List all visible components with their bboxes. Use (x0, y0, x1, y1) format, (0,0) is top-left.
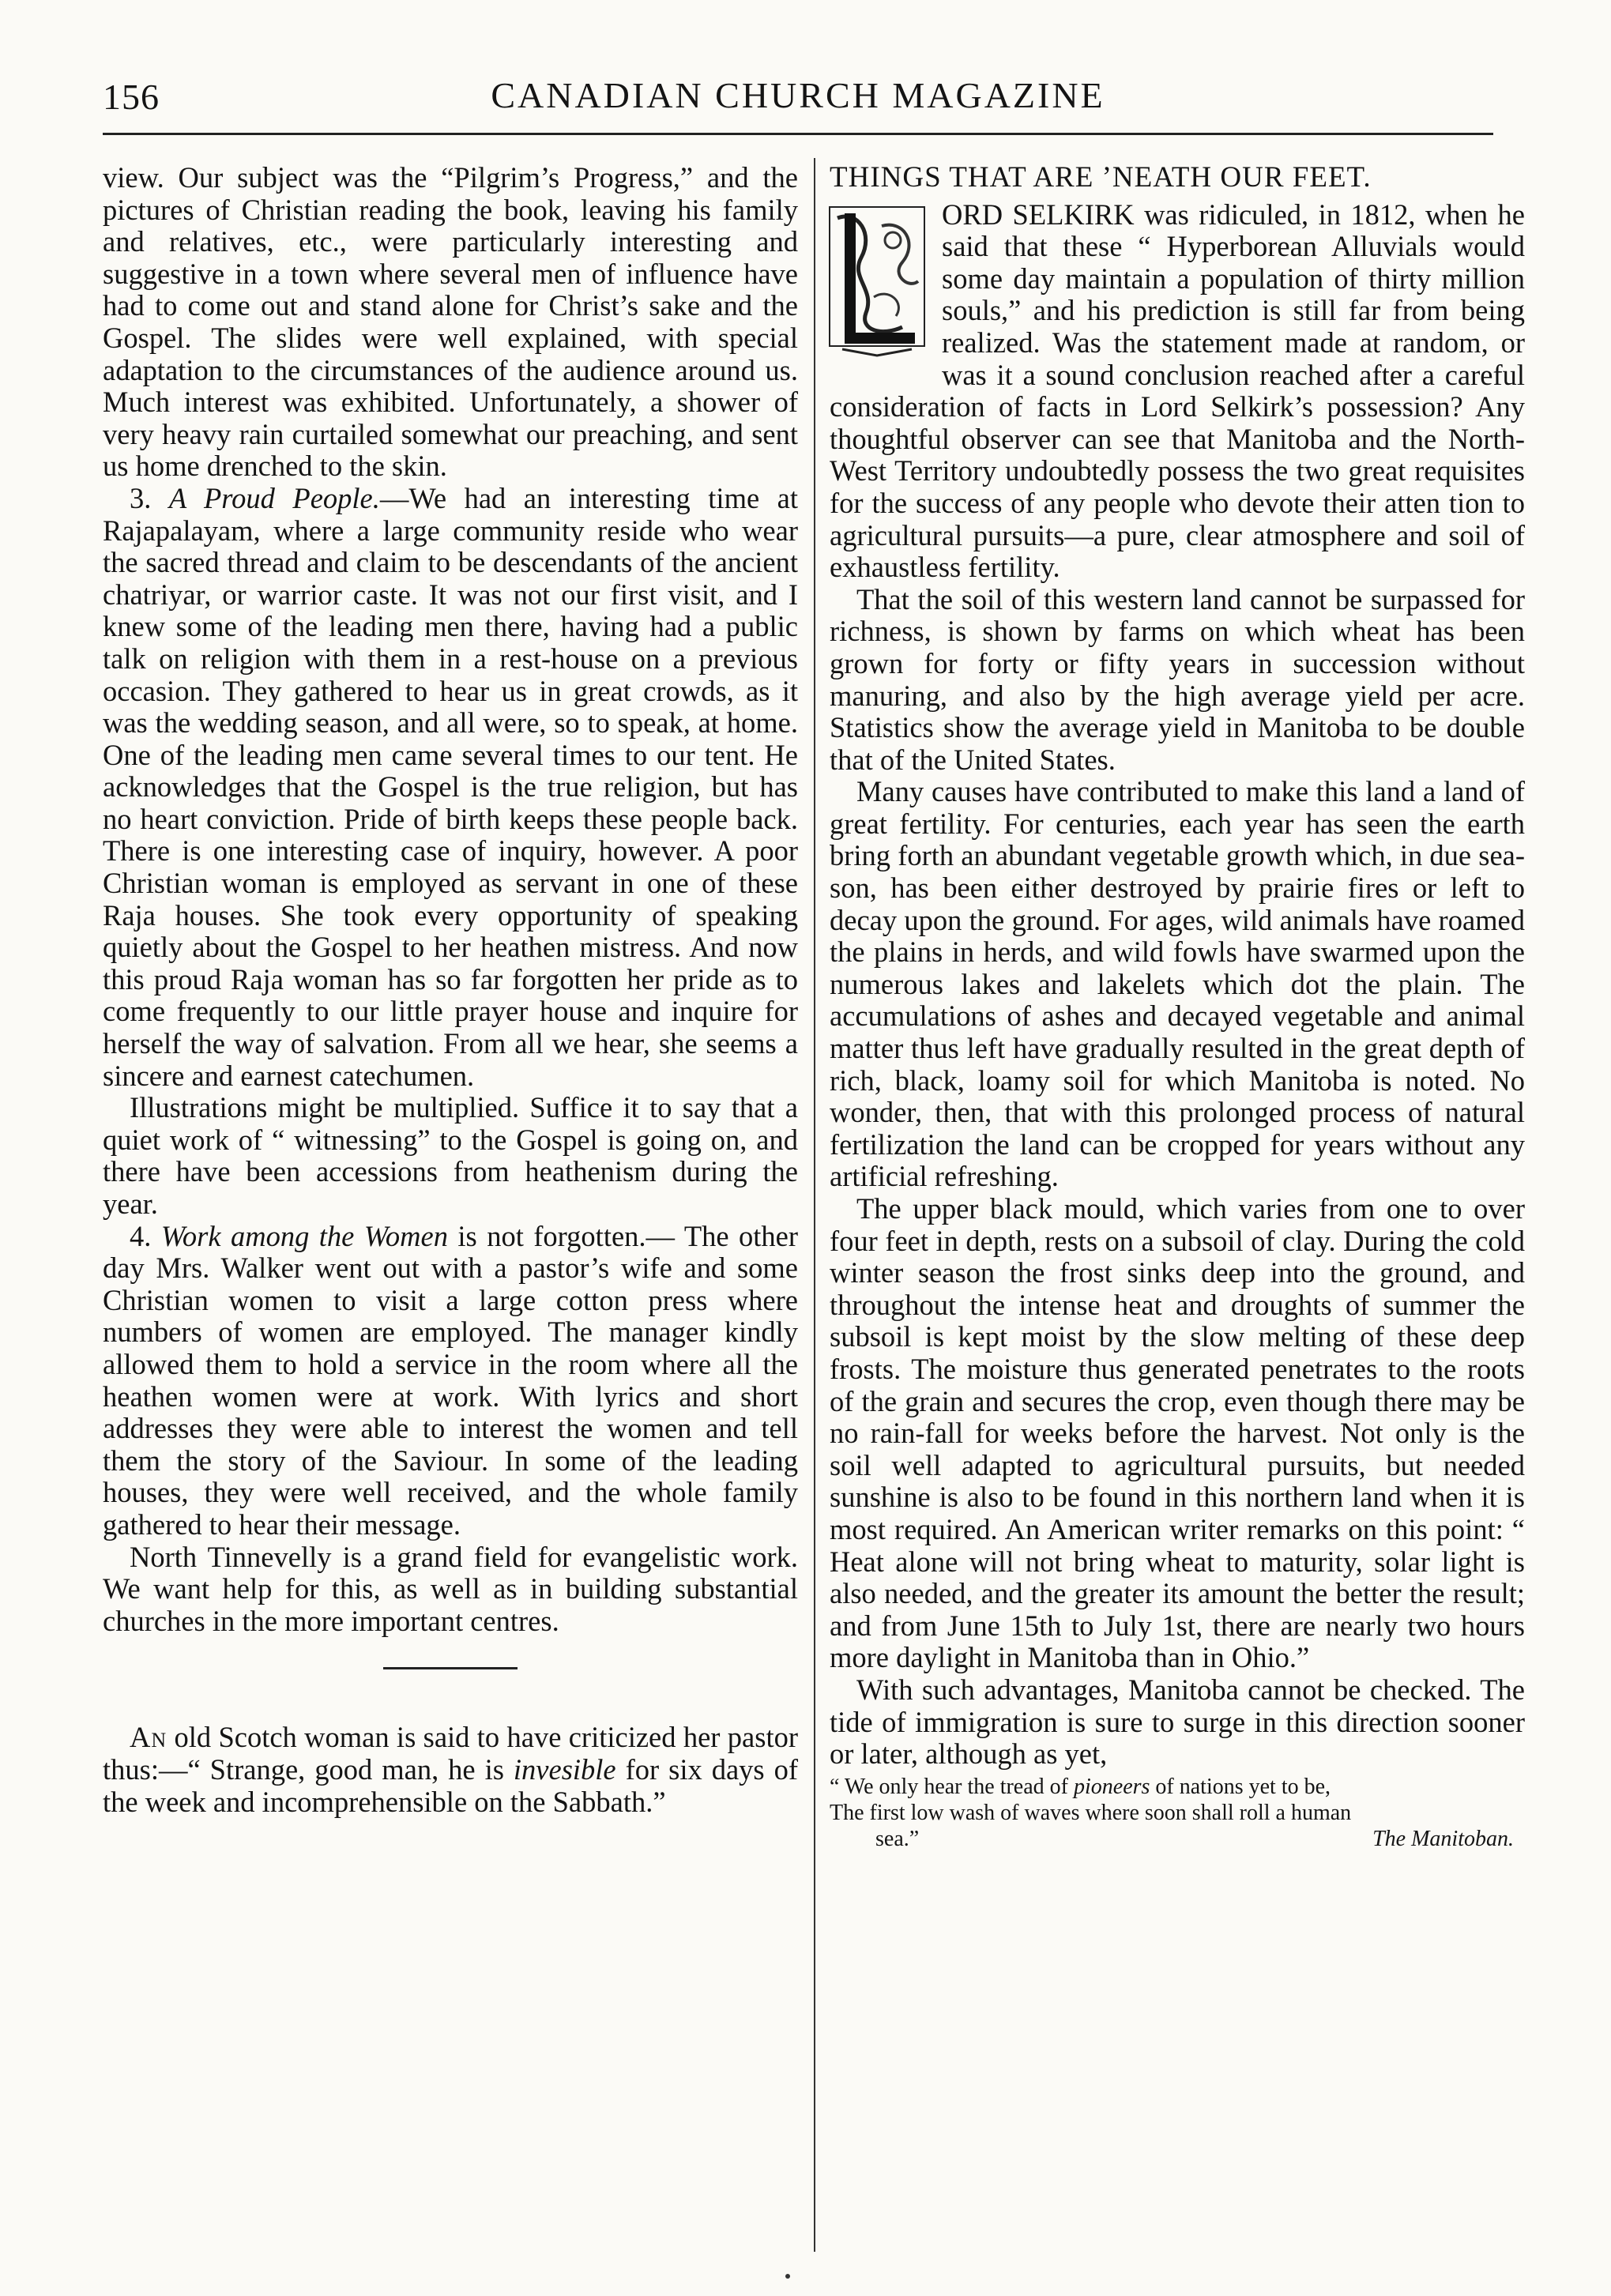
decorated-initial-l-icon (826, 202, 928, 360)
paragraph-soil-richness: That the soil of this western land cannot be surpassed for richness, is shown by farms on which wheat has been grown for forty or fifty years in succession without manuring, and also by the high average yield per acre. Statistics show the average yield in Manitoba to be double that of the United States. (830, 582, 1525, 776)
item-number: 4. (130, 1219, 152, 1252)
page-header (103, 70, 1493, 126)
paragraph-proud-people (103, 483, 798, 1092)
left-column (103, 162, 798, 1818)
poem-italic: pioneers (1073, 1774, 1150, 1799)
item-heading: A Proud People. (168, 481, 380, 514)
page-number: 156 (103, 77, 160, 117)
column-divider (814, 158, 815, 2252)
header-rule (103, 133, 1493, 135)
poem-text: “ We only hear the tread of (830, 1774, 1074, 1799)
paragraph-pilgrims-progress: view. Our subject was the “Pilgrim’s Progress,” and the pictures of Christian reading the book, leaving his family and relatives, etc., were particularly interesting and suggestive in a town where several men of influence have had to come out and stand alone for Christ’s sake and the Gospel. The slides were well explained, with special adaptation to the circumstances of the audience around us. Much interest was exhibited. Unfortunately, a shower of very heavy rain curtailed somewhat our preaching, and sent us home drenched to the skin. (103, 161, 798, 483)
poem-line-1 (830, 1774, 1525, 1800)
anecdote-italic: invesible (513, 1752, 616, 1786)
article-title: THINGS THAT ARE ’NEATH OUR FEET. (830, 161, 1372, 194)
item-heading: Work among the Women (160, 1219, 448, 1252)
paragraph-illustrations: Illustrations might be multiplied. Suffice it to say that a quiet work of “ witnessing” to the Gospel is going on, and there have been accessions from heathenism during the year. (103, 1091, 798, 1220)
anecdote-text-end: for six days of the week and incomprehensible on the Sabbath.” (103, 1752, 798, 1818)
poem-text-end: of nations yet to be, (1150, 1774, 1331, 1799)
anecdote-text: old Scotch woman is said to have criticized her pastor thus:—“ Strange, good man, he is (103, 1721, 798, 1786)
paragraph-immigration: With such advantages, Manitoba cannot be checked. The tide of immigration is sure to surge in this direction sooner or later, although as yet, (830, 1673, 1525, 1771)
section-separator (383, 1667, 518, 1669)
item-body: —We had an interesting time at Rajapalayam, where a large community reside who wear the sacred thread and claim to be descendants of the ancient chatriyar, or warrior caste. It was not our first visit, and I knew some of the leading men there, having had a public talk on religion with them in a rest-house on a previous occasion. They gathered to hear us in great crowds, as it was the wedding season, and all were, so to speak, at home. One of the leading men came several times to our tent. He acknowledges that the Gospel is the true religion, but has no heart conviction. Pride of birth keeps these people back. There is one interesting case of inquiry, however. A poor Christian woman is employed as servant in one of these Raja houses. She took every opportunity of speaking quietly about the Gospel to her heathen mistress. And now this proud Raja woman has so far forgotten her pride as to come frequently to our little prayer house and inquire for herself the way of salvation. From all we hear, she seems a sincere and earnest catechumen. (103, 481, 798, 1092)
paragraph-north-tinnevelly: North Tinnevelly is a grand field for evangelistic work. We want help for this, as well as in building substantial churches in the more important centres. (103, 1540, 798, 1637)
magazine-title: CANADIAN CHURCH MAGAZINE (491, 75, 1105, 115)
item-number: 3. (130, 481, 152, 514)
item-body: is not forgotten.— The other day Mrs. Walker went out with a pastor’s wife and some Christian women to visit a large cotton press where numbers of women are employed. The manager kindly allowed them to hold a service in the room where all the heathen women were at work. With lyrics and short addresses they were able to interest the women and tell them the story of the Saviour. In some of the leading houses, they were well received, and the whole family gathered to hear their message. (103, 1219, 799, 1541)
first-words: ORD SELKIRK (942, 198, 1135, 231)
paragraph-work-among-women (103, 1221, 798, 1541)
poem-line-3 (830, 1826, 1525, 1852)
paragraph-causes-fertility: Many causes have contributed to make this land a land of great fertility. For centuries, each year has seen the earth bring forth an abundant vegetable growth which, in due season, has been either destroyed by prairie fires or left to decay upon the ground. For ages, wild animals have roamed the plains in herds, and wild fowls have swarmed upon the numerous lakes and lakelets which dot the plain. The accumulations of ashes and decayed vegetable and animal matter thus left have gradually resulted in the great depth of rich, black, loamy soil for which Manitoba is noted. No wonder, then, that with this prolonged process of natural fertilization the land can be cropped for years without any artificial refreshing. (830, 775, 1525, 1193)
paragraph-black-mould: The upper black mould, which varies from one to over four feet in depth, rests on a subsoil of clay. During the cold winter season the frost sinks deep into the ground, and throughout the intense heat and droughts of summer the subsoil is kept moist by the slow melting of these deep frosts. The moisture thus generated penetrates to the roots of the grain and secures the crop, even though there may be no rain-fall for weeks before the harvest. Not only is the soil well adapted to agricultural pursuits, but needed sunshine is also to be found in this northern land when it is most required. An American writer remarks on this point: “ Heat alone will not bring wheat to maturity, solar light is also needed, and the greater its amount the better the result; and from June 15th to July 1st, there are nearly two hours more daylight in Manitoba than in Ohio.” (830, 1192, 1525, 1674)
page-mark (785, 2274, 790, 2279)
right-column (830, 162, 1525, 1852)
lead-word: An (130, 1721, 167, 1754)
poem-source: The Manitoban. (1372, 1826, 1514, 1851)
poem-quote (830, 1774, 1525, 1852)
poem-line-2: The first low wash of waves where soon shall roll a human (830, 1800, 1352, 1825)
paragraph-lord-selkirk (830, 199, 1525, 584)
poem-text: sea.” (875, 1826, 920, 1851)
paragraph-scotch-woman (103, 1722, 798, 1818)
selkirk-body: was ridiculed, in 1812, when he said that these “ Hyperborean Alluvials would some day maintain a population of thirty million souls,” and his prediction is still far from being realized. Was the statement made at random, or was it a sound conclusion reached after a careful consideration of facts in Lord Selkirk’s possession? Any thoughtful observer can see that Manitoba and the North-West Territory undoubtedly possess the two great requisites for the success of any people who devote their atten tion to agricultural pursuits—a pure, clear atmosphere and soil of exhaustless fertility. (830, 198, 1525, 584)
